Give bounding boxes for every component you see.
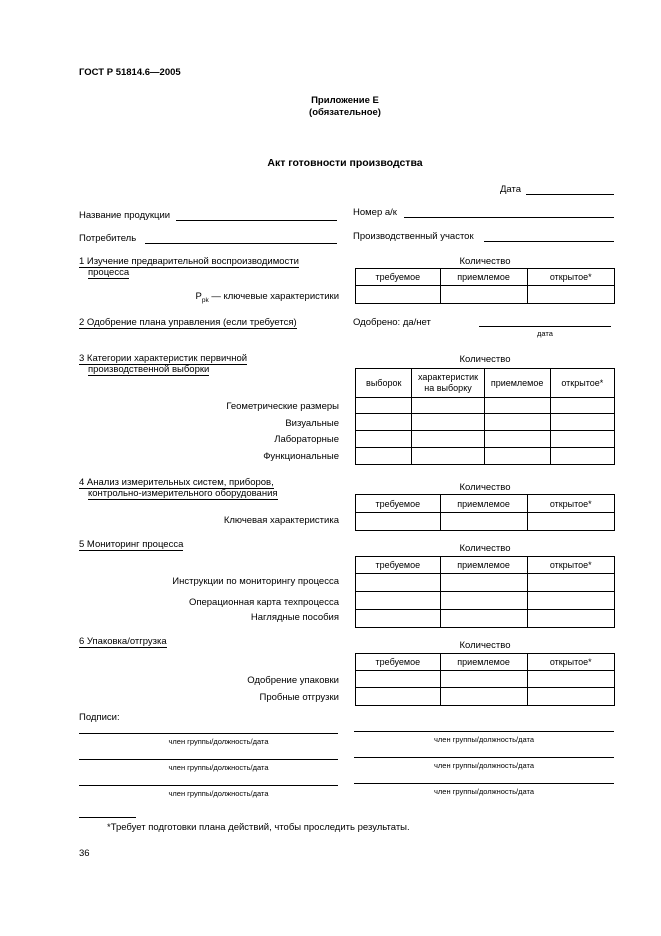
- col-open: открытое*: [550, 369, 614, 398]
- cell[interactable]: [484, 398, 550, 414]
- cell[interactable]: [412, 448, 484, 465]
- document-title: Акт готовности производства: [267, 157, 423, 169]
- col-open: открытое*: [527, 495, 614, 513]
- cell[interactable]: [440, 286, 527, 304]
- section4-qty-label: Количество: [459, 482, 511, 493]
- cell[interactable]: [356, 414, 412, 431]
- cell[interactable]: [356, 574, 441, 592]
- site-line[interactable]: [484, 241, 614, 242]
- signature-line[interactable]: [354, 757, 614, 758]
- section3-qty-label: Количество: [459, 354, 511, 365]
- section6-title: 6 Упаковка/отгрузка: [79, 636, 167, 647]
- row-trial-shipments: Пробные отгрузки: [259, 692, 339, 703]
- footnote-separator: [79, 817, 136, 818]
- cell[interactable]: [356, 671, 441, 688]
- cell[interactable]: [356, 286, 441, 304]
- cell[interactable]: [484, 448, 550, 465]
- cell[interactable]: [356, 431, 412, 448]
- consumer-line[interactable]: [145, 243, 337, 244]
- cell[interactable]: [412, 398, 484, 414]
- cell[interactable]: [527, 671, 614, 688]
- cell[interactable]: [356, 592, 441, 610]
- row-functional: Функциональные: [263, 451, 339, 462]
- cell[interactable]: [356, 398, 412, 414]
- section1-title-line1: 1 Изучение предварительной воспроизводимости: [79, 256, 299, 267]
- footnote: *Требует подготовки плана действий, чтобы проследить результаты.: [107, 822, 410, 833]
- section1-qty-label: Количество: [459, 256, 511, 267]
- cell[interactable]: [412, 414, 484, 431]
- cell[interactable]: [527, 688, 614, 706]
- section1-title-line2: процесса: [88, 267, 130, 278]
- cell[interactable]: [440, 610, 527, 628]
- cell[interactable]: [440, 671, 527, 688]
- cell[interactable]: [440, 688, 527, 706]
- signature-caption: член группы/должность/дата: [168, 763, 269, 772]
- row-laboratory: Лабораторные: [274, 434, 339, 445]
- cell[interactable]: [356, 688, 441, 706]
- date-label: Дата: [500, 184, 522, 195]
- cell[interactable]: [550, 431, 614, 448]
- col-open: открытое*: [527, 654, 614, 671]
- signature-line[interactable]: [354, 731, 614, 732]
- row-packaging-approval: Одобрение упаковки: [247, 675, 339, 686]
- section3-title-line2: производственной выборки: [88, 364, 210, 375]
- section4-table: [355, 494, 615, 531]
- section3-table: [355, 368, 615, 465]
- row-key-characteristic: Ключевая характеристика: [223, 515, 339, 526]
- appendix-note: (обязательное): [309, 107, 381, 118]
- signature-caption: член группы/должность/дата: [433, 735, 535, 744]
- col-required: требуемое: [356, 654, 441, 671]
- section5-qty-label: Количество: [459, 543, 511, 554]
- col-open: открытое*: [527, 269, 614, 286]
- signature-caption: член группы/должность/дата: [168, 789, 269, 798]
- cell[interactable]: [356, 513, 441, 531]
- date-line[interactable]: [526, 194, 614, 195]
- signature-caption: член группы/должность/дата: [433, 787, 535, 796]
- section3-title-line1: 3 Категории характеристик первичной: [79, 353, 248, 364]
- row-visual-aids: Наглядные пособия: [250, 612, 339, 623]
- cell[interactable]: [527, 513, 614, 531]
- section5-title: 5 Мониторинг процесса: [79, 539, 184, 550]
- consumer-label: Потребитель: [79, 233, 137, 244]
- cell[interactable]: [412, 431, 484, 448]
- col-acceptable: приемлемое: [440, 269, 527, 286]
- row-visual: Визуальные: [285, 418, 339, 429]
- row-monitoring-instructions: Инструкции по мониторингу процесса: [172, 576, 339, 587]
- product-name-line[interactable]: [176, 220, 337, 221]
- site-label: Производственный участок: [353, 231, 474, 242]
- appendix-title: Приложение Е: [311, 95, 379, 106]
- signature-caption: член группы/должность/дата: [168, 737, 269, 746]
- cell[interactable]: [356, 610, 441, 628]
- signature-line[interactable]: [79, 785, 338, 786]
- cell[interactable]: [527, 610, 614, 628]
- col-acceptable: приемлемое: [440, 654, 527, 671]
- cell[interactable]: [527, 592, 614, 610]
- cell[interactable]: [440, 574, 527, 592]
- row-geometric: Геометрические размеры: [226, 401, 339, 412]
- cell[interactable]: [356, 448, 412, 465]
- col-acceptable: приемлемое: [440, 495, 527, 513]
- approval-date-caption: дата: [537, 329, 553, 338]
- standard-number: ГОСТ Р 51814.6—2005: [79, 67, 181, 78]
- approved-label: Одобрено: да/нет: [353, 317, 431, 328]
- number-label: Номер а/к: [353, 207, 397, 218]
- section5-table: [355, 556, 615, 628]
- section6-qty-label: Количество: [459, 640, 511, 651]
- cell[interactable]: [484, 431, 550, 448]
- cell[interactable]: [527, 574, 614, 592]
- cell[interactable]: [484, 414, 550, 431]
- section1-table: [355, 268, 615, 304]
- col-chars-per-sample: характеристик на выборку: [412, 369, 484, 398]
- product-name-label: Название продукции: [79, 210, 171, 221]
- col-samples: выборок: [356, 369, 412, 398]
- signature-line[interactable]: [354, 783, 614, 784]
- cell[interactable]: [550, 448, 614, 465]
- col-required: требуемое: [356, 269, 441, 286]
- col-required: требуемое: [356, 557, 441, 574]
- col-open: открытое*: [527, 557, 614, 574]
- signature-caption: член группы/должность/дата: [433, 761, 535, 770]
- cell[interactable]: [550, 414, 614, 431]
- row-operation-sheet: Операционная карта техпроцесса: [188, 597, 339, 608]
- col-acceptable: приемлемое: [484, 369, 550, 398]
- number-line[interactable]: [404, 217, 614, 218]
- cell[interactable]: [550, 398, 614, 414]
- approval-date-line[interactable]: [479, 326, 611, 327]
- section4-title-line2: контрольно-измерительного оборудования: [88, 488, 278, 499]
- cell[interactable]: [440, 592, 527, 610]
- ppk-row-label: $P_{pk}$ — ключевые характеристики: [195, 291, 339, 304]
- section2-title: 2 Одобрение плана управления (если требуется): [79, 317, 297, 328]
- signature-line[interactable]: [79, 733, 338, 734]
- cell[interactable]: [440, 513, 527, 531]
- cell[interactable]: [527, 286, 614, 304]
- section4-title-line1: 4 Анализ измерительных систем, приборов,: [79, 477, 274, 488]
- page-number: 36: [79, 848, 90, 859]
- col-acceptable: приемлемое: [440, 557, 527, 574]
- signatures-label: Подписи:: [79, 712, 120, 723]
- col-required: требуемое: [356, 495, 441, 513]
- section6-table: [355, 653, 615, 706]
- signature-line[interactable]: [79, 759, 338, 760]
